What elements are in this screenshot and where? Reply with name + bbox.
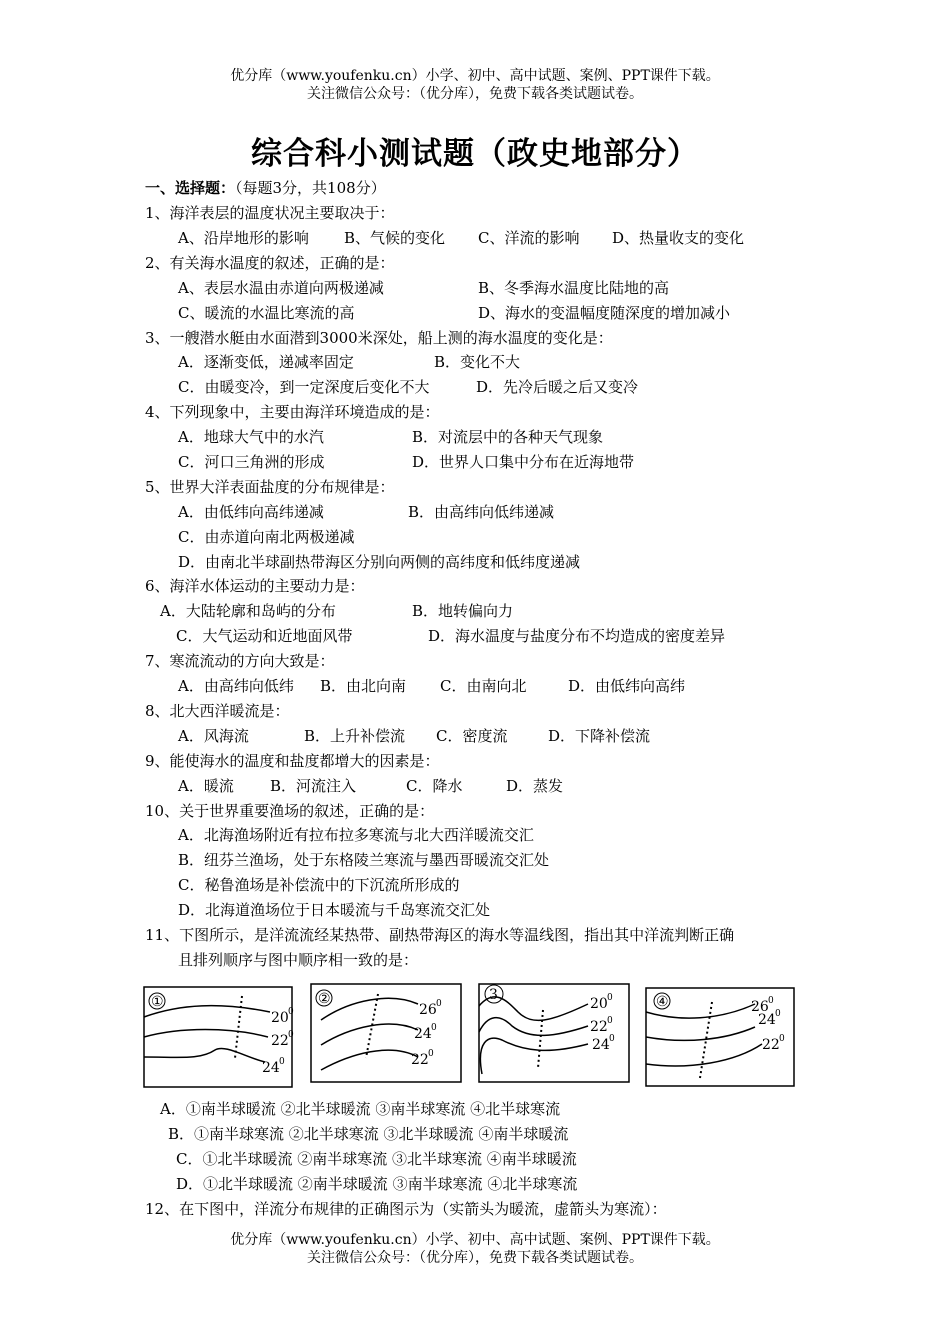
q3-option-b: B．变化不大 <box>434 353 521 371</box>
panel-3-degree-3: 0 <box>609 1034 615 1044</box>
q4-option-c: C．河口三角洲的形成 <box>178 453 325 471</box>
q8-option-a: A．风海流 <box>178 727 249 745</box>
q11-option-d: D．①北半球暖流 ②南半球暖流 ③南半球寒流 ④北半球寒流 <box>176 1175 578 1193</box>
question-4-stem: 4、下列现象中，主要由海洋环境造成的是： <box>145 403 440 421</box>
q1-option-d: D、热量收支的变化 <box>612 229 745 247</box>
question-12-stem: 12、在下图中，洋流分布规律的正确图示为（实箭头为暖流，虚箭头为寒流）： <box>145 1200 667 1218</box>
q8-option-c: C．密度流 <box>436 727 508 745</box>
panel-3-degree-1: 0 <box>607 993 613 1003</box>
panel-1-degree-2: 0 <box>288 1030 294 1040</box>
q10-option-d: D．北海道渔场位于日本暖流与千岛寒流交汇处 <box>178 901 491 919</box>
q7-option-c: C．由南向北 <box>440 677 527 695</box>
q9-option-a: A．暖流 <box>178 777 234 795</box>
panel-1-degree-3: 0 <box>279 1057 285 1067</box>
panel-2-degree-2: 0 <box>431 1023 437 1033</box>
panel-4-degree-2: 0 <box>775 1009 781 1019</box>
q8-option-d: D．下降补偿流 <box>548 727 651 745</box>
isotherm-panel-4 <box>646 988 794 1086</box>
panel-4-degree-1: 0 <box>768 996 774 1006</box>
q1-option-c: C、洋流的影响 <box>478 229 580 247</box>
q11-option-c: C．①北半球暖流 ②南半球寒流 ③北半球寒流 ④南半球暖流 <box>176 1150 577 1168</box>
isotherm-panel-1 <box>144 987 294 1087</box>
q8-option-b: B．上升补偿流 <box>304 727 406 745</box>
panel-2-degree-1: 0 <box>436 999 442 1009</box>
q5-option-a: A．由低纬向高纬递减 <box>178 503 324 521</box>
q7-option-a: A．由高纬向低纬 <box>178 677 294 695</box>
q2-option-c: C、暖流的水温比寒流的高 <box>178 304 355 322</box>
q5-option-d: D．由南北半球副热带海区分别向两侧的高纬度和低纬度递减 <box>178 553 581 571</box>
q5-option-c: C．由赤道向南北两极递减 <box>178 528 355 546</box>
q3-option-a: A．逐渐变低，递减率固定 <box>178 353 354 371</box>
q6-option-b: B．地转偏向力 <box>412 602 514 620</box>
panel-1-number: ① <box>151 994 164 1010</box>
q9-option-c: C．降水 <box>406 777 463 795</box>
panel-2-label-22: 22 <box>411 1052 429 1068</box>
panel-2-number: ② <box>318 991 331 1007</box>
question-10-stem: 10、关于世界重要渔场的叙述，正确的是： <box>145 802 435 820</box>
panel-2-degree-3: 0 <box>428 1049 434 1059</box>
isotherm-diagrams <box>140 982 800 1092</box>
q6-option-a: A．大陆轮廓和岛屿的分布 <box>160 602 336 620</box>
panel-4-label-24: 24 <box>758 1012 776 1028</box>
panel-1-label-20: 20 <box>271 1010 289 1026</box>
question-3-stem: 3、一艘潜水艇由水面潜到3000米深处，船上测的海水温度的变化是： <box>145 329 613 347</box>
panel-3-label-20: 20 <box>590 996 608 1012</box>
question-11-stem: 11、下图所示，是洋流流经某热带、副热带海区的海水等温线图，指出其中洋流判断正确 <box>145 926 735 944</box>
q11-option-a: A．①南半球暖流 ②北半球暖流 ③南半球寒流 ④北半球寒流 <box>160 1100 561 1118</box>
q2-option-b: B、冬季海水温度比陆地的高 <box>478 279 670 297</box>
panel-4-label-22: 22 <box>762 1037 780 1053</box>
question-9-stem: 9、能使海水的温度和盐度都增大的因素是： <box>145 752 440 770</box>
question-5-stem: 5、世界大洋表面盐度的分布规律是： <box>145 478 395 496</box>
section-score-note: （每题3分，共108分） <box>235 179 386 197</box>
panel-3-label-24: 24 <box>592 1037 610 1053</box>
footer-line-2: 关注微信公众号：（优分库），免费下载各类试题试卷。 <box>307 1250 643 1266</box>
q6-option-d: D．海水温度与盐度分布不均造成的密度差异 <box>428 627 726 645</box>
q2-option-d: D、海水的变温幅度随深度的增加减小 <box>478 304 731 322</box>
q3-option-c: C．由暖变冷，到一定深度后变化不大 <box>178 378 430 396</box>
panel-3-label-22: 22 <box>590 1019 608 1035</box>
question-11-stem-cont: 且排列顺序与图中顺序相一致的是： <box>178 951 419 969</box>
section-heading-label: 一、选择题： <box>145 179 236 197</box>
q10-option-c: C．秘鲁渔场是补偿流中的下沉流所形成的 <box>178 876 460 894</box>
section-heading <box>145 178 386 198</box>
q4-option-a: A．地球大气中的水汽 <box>178 428 324 446</box>
q1-option-a: A、沿岸地形的影响 <box>178 229 309 247</box>
q6-option-c: C．大气运动和近地面风带 <box>176 627 353 645</box>
header-line-2: 关注微信公众号：（优分库），免费下载各类试题试卷。 <box>307 86 643 102</box>
question-2-stem: 2、有关海水温度的叙述，正确的是： <box>145 254 395 272</box>
q10-option-a: A．北海渔场附近有拉布拉多寒流与北大西洋暖流交汇 <box>178 826 534 844</box>
panel-1-degree-1: 0 <box>288 1007 294 1017</box>
header-line-1: 优分库（www.youfenku.cn）小学、初中、高中试题、案例、PPT课件下载。 <box>230 68 720 84</box>
isotherm-panel-3 <box>479 984 629 1082</box>
q7-option-b: B．由北向南 <box>320 677 407 695</box>
panel-1-label-22: 22 <box>271 1033 289 1049</box>
q9-option-d: D．蒸发 <box>506 777 564 795</box>
panel-2-label-26: 26 <box>419 1002 437 1018</box>
question-1-stem: 1、海洋表层的温度状况主要取决于： <box>145 204 395 222</box>
page-title: 综合科小测试题（政史地部分） <box>251 136 699 172</box>
q4-option-d: D．世界人口集中分布在近海地带 <box>412 453 635 471</box>
panel-4-number: ④ <box>656 994 669 1010</box>
q5-option-b: B．由高纬向低纬递减 <box>408 503 555 521</box>
q2-option-a: A、表层水温由赤道向两极递减 <box>178 279 384 297</box>
panel-1-label-24: 24 <box>262 1060 280 1076</box>
q4-option-b: B．对流层中的各种天气现象 <box>412 428 604 446</box>
q10-option-b: B．纽芬兰渔场，处于东格陵兰寒流与墨西哥暖流交汇处 <box>178 851 550 869</box>
question-6-stem: 6、海洋水体运动的主要动力是： <box>145 577 365 595</box>
q11-option-b: B．①南半球寒流 ②北半球寒流 ③北半球暖流 ④南半球暖流 <box>168 1125 569 1143</box>
panel-3-degree-2: 0 <box>607 1016 613 1026</box>
panel-4-label-26: 26 <box>751 999 769 1015</box>
panel-4-degree-3: 0 <box>779 1034 785 1044</box>
isotherm-panel-2 <box>311 984 461 1082</box>
question-7-stem: 7、寒流流动的方向大致是： <box>145 652 335 670</box>
q3-option-d: D．先冷后暖之后又变冷 <box>476 378 639 396</box>
q7-option-d: D．由低纬向高纬 <box>568 677 686 695</box>
panel-2-label-24: 24 <box>414 1026 432 1042</box>
q9-option-b: B．河流注入 <box>270 777 357 795</box>
panel-3-number: 3 <box>489 987 498 1003</box>
question-8-stem: 8、北大西洋暖流是： <box>145 702 290 720</box>
footer-line-1: 优分库（www.youfenku.cn）小学、初中、高中试题、案例、PPT课件下载。 <box>230 1232 720 1248</box>
q1-option-b: B、气候的变化 <box>344 229 446 247</box>
